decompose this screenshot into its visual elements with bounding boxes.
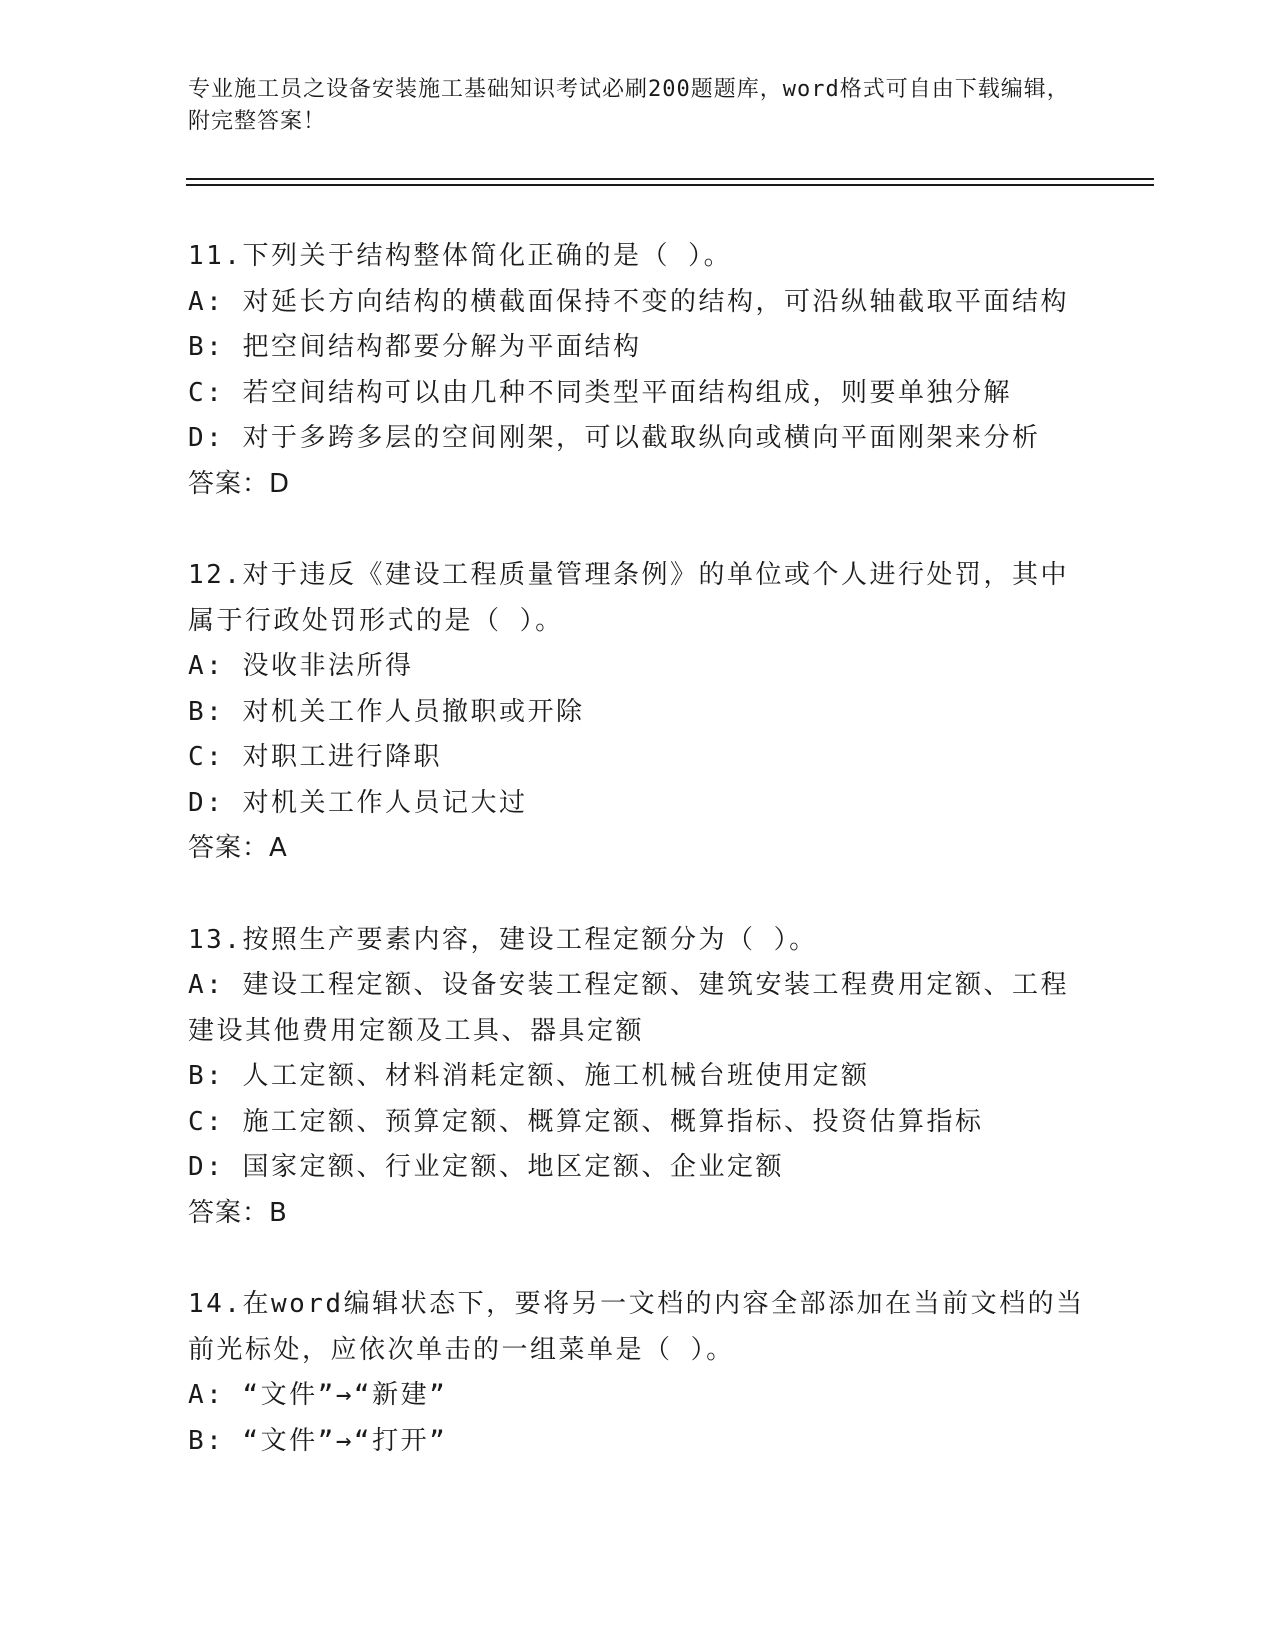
question-stem: 11.下列关于结构整体简化正确的是（ ）。 [188,241,733,271]
document-header: 专业施工员之设备安装施工基础知识考试必刷200题题库，word格式可自由下载编辑，附完整答案！ [188,77,1070,134]
option-c: C: 对职工进行降职 [188,742,442,772]
question-14 [188,1282,1088,1464]
option-a: A: 对延长方向结构的横截面保持不变的结构，可沿纵轴截取平面结构 [188,286,1069,317]
question-stem: 14.在word编辑状态下，要将另一文档的内容全部添加在当前文档的当前光标处，应依次单击的一组菜单是（ ）。 [188,1289,1085,1365]
answer: 答案：A [188,833,288,863]
option-d: D: 国家定额、行业定额、地区定额、企业定额 [188,1152,784,1182]
option-d: D: 对机关工作人员记大过 [188,787,528,818]
question-stem: 12.对于违反《建设工程质量管理条例》的单位或个人进行处罚，其中属于行政处罚形式的是（ ）。 [188,560,1069,636]
answer: 答案：D [188,468,291,499]
question-12 [188,553,1088,872]
option-b: B: 把空间结构都要分解为平面结构 [188,332,642,362]
header-divider-bottom [186,184,1154,186]
option-b: B: 人工定额、材料消耗定额、施工机械台班使用定额 [188,1061,870,1091]
option-c: C: 若空间结构可以由几种不同类型平面结构组成，则要单独分解 [188,377,1012,408]
option-a: A: 建设工程定额、设备安装工程定额、建筑安装工程费用定额、工程建设其他费用定额及工具、器具定额 [188,970,1069,1046]
option-a: A: 没收非法所得 [188,651,414,681]
question-13 [188,918,1088,1237]
answer: 答案：B [188,1197,288,1228]
question-11 [188,234,1088,507]
option-b: B: 对机关工作人员撤职或开除 [188,696,585,727]
option-b: B: “文件”→“打开” [188,1425,448,1456]
question-stem: 13.按照生产要素内容，建设工程定额分为（ ）。 [188,924,818,955]
question-list [188,234,1088,1510]
header-divider-top [186,178,1154,180]
option-d: D: 对于多跨多层的空间刚架，可以截取纵向或横向平面刚架来分析 [188,423,1041,453]
option-c: C: 施工定额、预算定额、概算定额、概算指标、投资估算指标 [188,1106,984,1137]
option-a: A: “文件”→“新建” [188,1380,448,1410]
